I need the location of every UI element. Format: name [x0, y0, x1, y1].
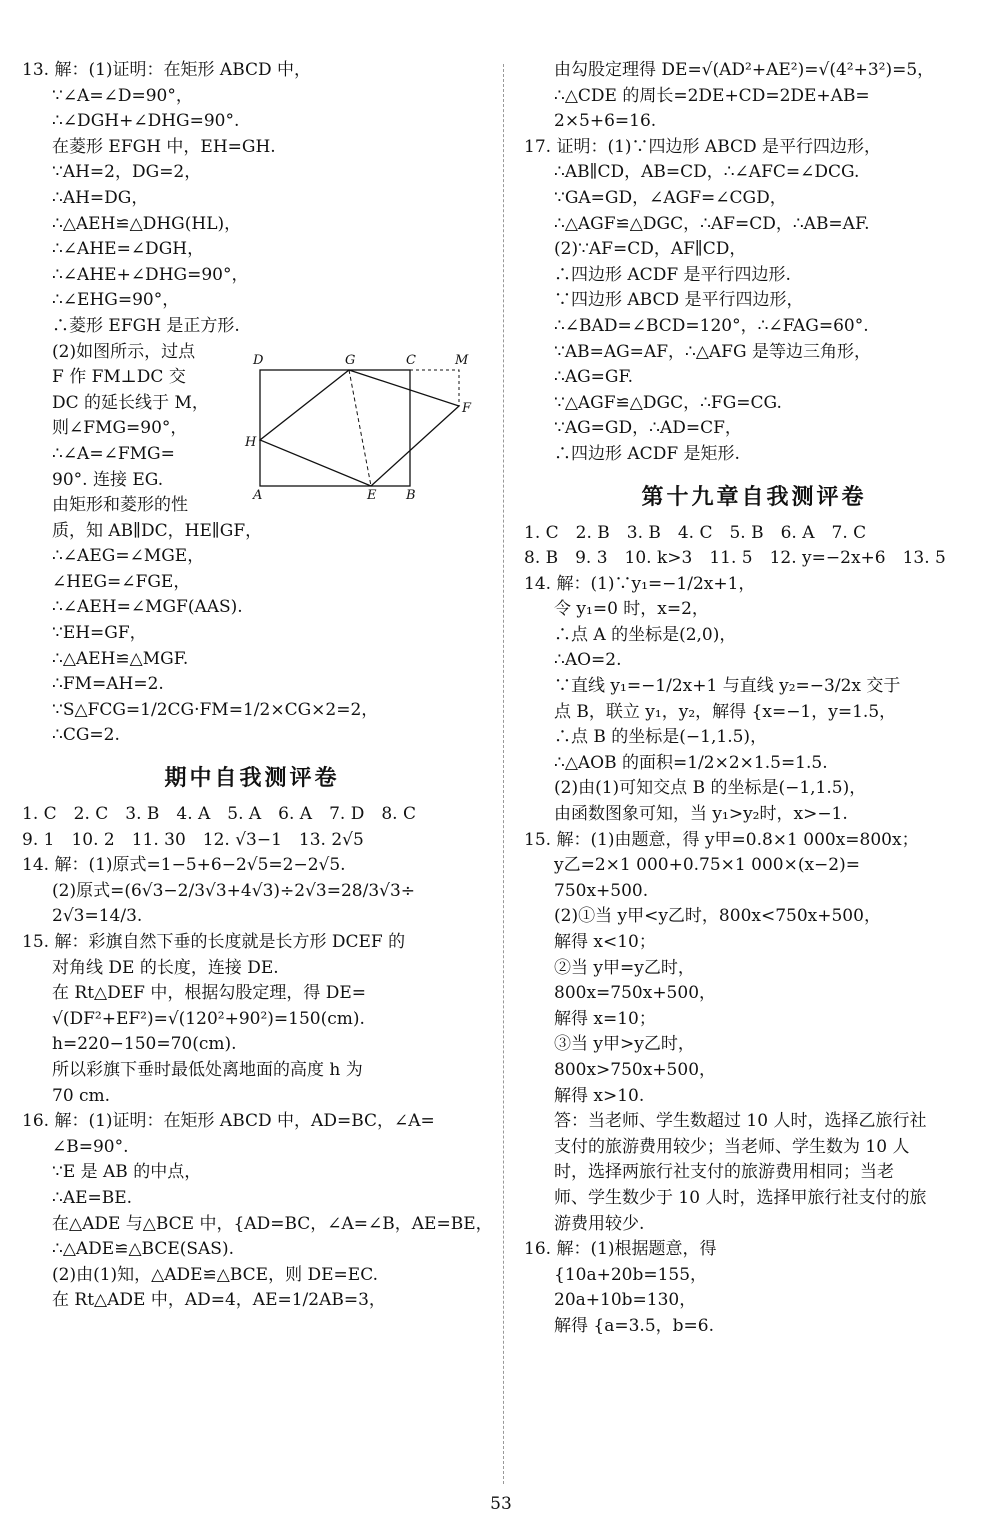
- text-line: DC 的延长线于 M，: [52, 392, 209, 413]
- right-block-2: [524, 521, 984, 1340]
- text-line: ∴∠AEG=∠MGE，: [52, 546, 205, 567]
- text-line: ∴△AEH≌△DHG(HL)，: [52, 213, 242, 234]
- text-line: 2√3=14/3.: [52, 906, 143, 927]
- text-line: 解得 x>10.: [554, 1085, 645, 1106]
- figure-label: G: [345, 353, 356, 368]
- text-line: 13. 解：(1)证明：在矩形 ABCD 中，: [22, 60, 312, 80]
- text-line: ∴△ADE≌△BCE(SAS).: [52, 1239, 234, 1260]
- text-line: ∵AH=2，DG=2，: [52, 162, 202, 183]
- text-line: 800x=750x+500，: [554, 983, 717, 1004]
- text-line: 解得 x<10；: [554, 932, 656, 952]
- text-line: ∠HEG=∠FGE，: [52, 571, 191, 592]
- text-line: 在△ADE 与△BCE 中，{AD=BC，∠A=∠B，AE=BE，: [52, 1213, 493, 1234]
- figure-label: E: [367, 488, 377, 503]
- figure-label: H: [245, 435, 257, 450]
- text-line: 15. 解：彩旗自然下垂的长度就是长方形 DCEF 的: [22, 932, 406, 952]
- text-line: 16. 解：(1)证明：在矩形 ABCD 中，AD=BC，∠A=: [22, 1111, 435, 1132]
- text-line: ∵AB=AG=AF，∴△AFG 是等边三角形，: [554, 341, 871, 362]
- text-line: 所以彩旗下垂时最低处离地面的高度 h 为: [52, 1059, 363, 1080]
- text-line: 则∠FMG=90°，: [52, 418, 188, 439]
- text-line: ∴∠DGH+∠DHG=90°.: [52, 111, 240, 132]
- text-line: 令 y₁=0 时，x=2，: [554, 599, 709, 620]
- left-column: [22, 58, 493, 1314]
- text-line: ∴AO=2.: [554, 650, 622, 671]
- text-line: ∴CG=2.: [52, 725, 120, 746]
- text-line: 9. 1 10. 2 11. 30 12. √3−1 13. 2√5: [22, 829, 364, 850]
- text-line: 在菱形 EFGH 中，EH=GH.: [52, 136, 276, 157]
- text-line: 1. C 2. C 3. B 4. A 5. A 6. A 7. D 8. C: [22, 804, 416, 825]
- text-line: 由矩形和菱形的性: [52, 495, 188, 516]
- text-line: ∴点 A 的坐标是(2,0)，: [554, 624, 737, 645]
- text-line: ∵S△FCG=1/2CG·FM=1/2×CG×2=2，: [52, 699, 379, 720]
- text-line: 解得 {a=3.5，b=6.: [554, 1315, 714, 1336]
- text-line: ∴点 B 的坐标是(−1,1.5)，: [554, 727, 768, 748]
- text-line: (2)由(1)知，△ADE≌△BCE，则 DE=EC.: [52, 1264, 378, 1285]
- column-divider: [503, 64, 504, 1484]
- text-line: 70 cm.: [52, 1085, 111, 1106]
- text-line: ∴四边形 ACDF 是平行四边形.: [554, 264, 791, 285]
- section-title-midterm: 期中自我测评卷: [164, 766, 340, 792]
- text-line: 对角线 DE 的长度，连接 DE.: [52, 957, 279, 978]
- text-line: ∵AG=GD，∴AD=CF，: [554, 418, 742, 439]
- text-line: ∴AE=BE.: [52, 1187, 133, 1208]
- text-line: 2×5+6=16.: [554, 111, 657, 132]
- text-line: 14. 解：(1)原式=1−5+6−2√5=2−2√5.: [22, 855, 346, 876]
- text-line: ∴∠AEH=∠MGF(AAS).: [52, 597, 243, 618]
- text-line: ∴△CDE 的周长=2DE+CD=2DE+AB=: [554, 85, 870, 106]
- text-line: ∴AB∥CD，AB=CD，∴∠AFC=∠DCG.: [554, 162, 860, 183]
- text-line: 17. 证明：(1)∵四边形 ABCD 是平行四边形，: [524, 136, 882, 157]
- text-line: ∴∠AHE+∠DHG=90°，: [52, 264, 249, 285]
- text-line: ∠B=90°.: [52, 1136, 129, 1157]
- text-line: 由函数图象可知，当 y₁>y₂时，x>−1.: [554, 804, 848, 825]
- right-column: [524, 58, 984, 1340]
- text-line: 答：当老师、学生数超过 10 人时，选择乙旅行社: [554, 1111, 927, 1132]
- section-title-chapter19: 第十九章自我测评卷: [641, 484, 867, 510]
- text-line: 8. B 9. 3 10. k>3 11. 5 12. y=−2x+6 13. 5: [524, 548, 946, 569]
- text-line: ③当 y甲>y乙时，: [554, 1034, 695, 1055]
- right-block-1: [524, 58, 984, 468]
- figure-label: A: [253, 488, 263, 503]
- figure-label: B: [406, 488, 416, 503]
- text-line: y乙=2×1 000+0.75×1 000×(x−2)=: [554, 855, 860, 876]
- text-line: 支付的旅游费用较少；当老师、学生数为 10 人: [554, 1136, 910, 1157]
- text-line: h=220−150=70(cm).: [52, 1034, 237, 1055]
- text-line: ∴AH=DG，: [52, 187, 149, 208]
- figure-label: F: [462, 401, 472, 416]
- page-number: 53: [490, 1494, 512, 1514]
- text-line: 15. 解：(1)由题意，得 y甲=0.8×1 000x=800x；: [524, 829, 919, 850]
- text-line: 14. 解：(1)∵y₁=−1/2x+1，: [524, 573, 756, 594]
- figure-label: M: [455, 353, 469, 368]
- text-line: 解得 x=10；: [554, 1008, 656, 1029]
- text-line: ∴∠EHG=90°，: [52, 290, 180, 311]
- text-line: ∴AG=GF.: [554, 367, 634, 388]
- text-line: 游费用较少.: [554, 1213, 645, 1234]
- text-line: ∵EH=GF，: [52, 623, 147, 644]
- text-line: 由勾股定理得 DE=√(AD²+AE²)=√(4²+3²)=5，: [554, 60, 935, 80]
- text-line: (2)由(1)可知交点 B 的坐标是(−1,1.5)，: [554, 778, 867, 799]
- text-line: 90°. 连接 EG.: [52, 469, 164, 490]
- text-line: ∴△AOB 的面积=1/2×2×1.5=1.5.: [554, 752, 828, 773]
- text-line: ∴∠BAD=∠BCD=120°，∴∠FAG=60°.: [554, 315, 869, 336]
- text-line: √(DF²+EF²)=√(120²+90²)=150(cm).: [52, 1008, 365, 1029]
- text-line: ∵直线 y₁=−1/2x+1 与直线 y₂=−3/2x 交于: [554, 676, 901, 697]
- figure-label: D: [253, 353, 264, 368]
- text-line: (2)∵AF=CD，AF∥CD，: [554, 239, 747, 260]
- text-line: ∵∠A=∠D=90°，: [52, 85, 193, 106]
- text-line: 在 Rt△DEF 中，根据勾股定理，得 DE=: [52, 983, 367, 1004]
- text-line: ∴△AEH≌△MGF.: [52, 648, 189, 669]
- left-block-2: [22, 802, 493, 1314]
- text-line: 点 B，联立 y₁，y₂，解得 {x=−1，y=1.5，: [554, 701, 897, 722]
- text-line: 750x+500.: [554, 880, 649, 901]
- text-line: 时，选择两旅行社支付的旅游费用相同；当老: [554, 1162, 894, 1183]
- text-line: {10a+20b=155，: [554, 1264, 708, 1285]
- text-line: 在 Rt△ADE 中，AD=4，AE=1/2AB=3，: [52, 1290, 386, 1311]
- geometry-figure: [243, 346, 483, 504]
- text-line: 16. 解：(1)根据题意，得: [524, 1239, 717, 1260]
- text-line: ∵△AGF≌△DGC，∴FG=CG.: [554, 392, 782, 413]
- text-line: ②当 y甲=y乙时，: [554, 957, 695, 978]
- text-line: F 作 FM⊥DC 交: [52, 367, 186, 388]
- text-line: 800x>750x+500，: [554, 1059, 717, 1080]
- text-line: ∴FM=AH=2.: [52, 674, 164, 695]
- figure-label: C: [406, 353, 416, 368]
- text-line: ∴菱形 EFGH 是正方形.: [52, 315, 240, 336]
- text-line: 1. C 2. B 3. B 4. C 5. B 6. A 7. C: [524, 522, 867, 543]
- text-line: 质，知 AB∥DC，HE∥GF，: [52, 520, 263, 541]
- text-line: ∴四边形 ACDF 是矩形.: [554, 443, 740, 464]
- text-line: ∵E 是 AB 的中点，: [52, 1162, 202, 1183]
- text-line: (2)①当 y甲<y乙时，800x<750x+500，: [554, 906, 881, 927]
- text-line: (2)如图所示，过点: [52, 341, 196, 362]
- text-line: ∵四边形 ABCD 是平行四边形，: [554, 290, 804, 311]
- text-line: (2)原式=(6√3−2/3√3+4√3)÷2√3=28/3√3÷: [52, 880, 416, 901]
- text-line: 师、学生数少于 10 人时，选择甲旅行社支付的旅: [554, 1187, 927, 1208]
- text-line: 20a+10b=130，: [554, 1290, 697, 1311]
- text-line: ∴∠AHE=∠DGH，: [52, 239, 205, 260]
- text-line: ∴△AGF≌△DGC，∴AF=CD，∴AB=AF.: [554, 213, 870, 234]
- text-line: ∵GA=GD，∠AGF=∠CGD，: [554, 187, 787, 208]
- text-line: ∴∠A=∠FMG=: [52, 443, 175, 464]
